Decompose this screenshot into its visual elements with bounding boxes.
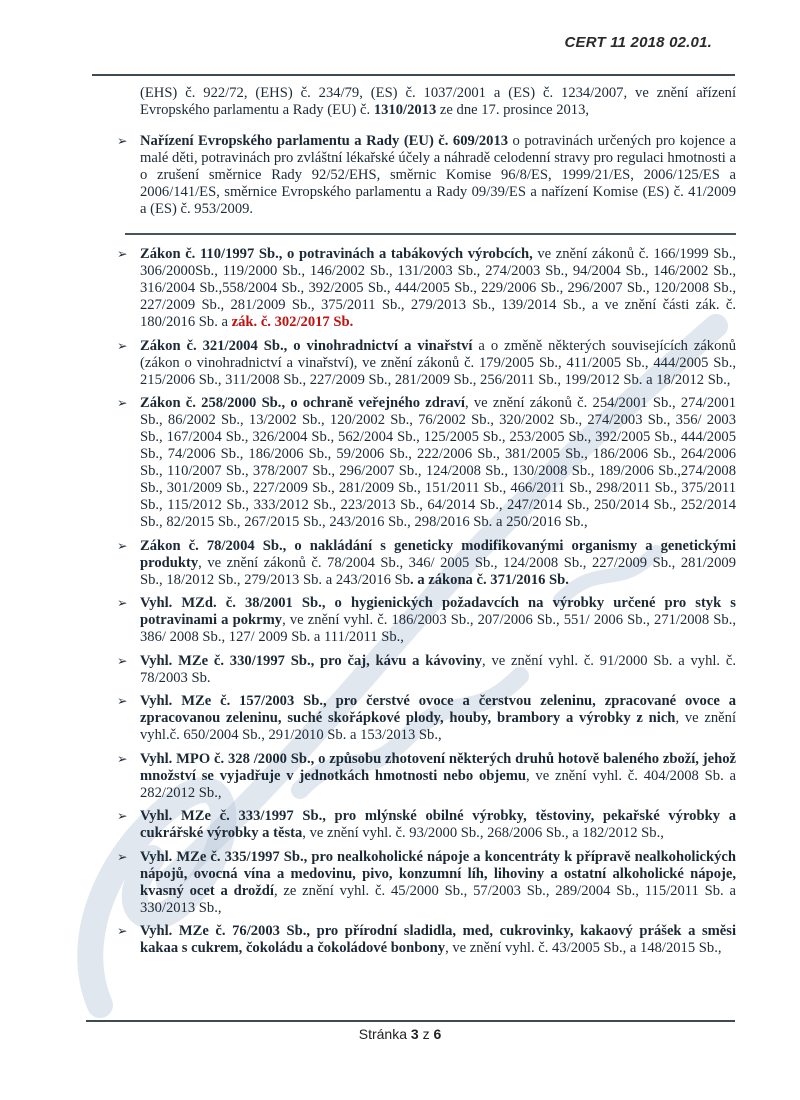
list-item: [116, 653, 736, 687]
paragraph-text: Zákon č. 258/2000 Sb., o ochraně veřejného zdraví, ve znění zákonů č. 254/2001 Sb., 274/2001 Sb., 86/2002 Sb., 13/2002 Sb., 120/2002 Sb., 76/2002 Sb., 320/2002 Sb., 274/2003 Sb., 356/ 2003 Sb., 167/2004 Sb., 326/2004 Sb., 562/2004 Sb., 125/2005 Sb., 253/2005 Sb., 392/2005 Sb., 444/2005 Sb., 74/2006 Sb., 186/2006 Sb., 59/2006 Sb., 222/2006 Sb., 381/2005 Sb., 186/2006 Sb., 264/2006 Sb., 110/2007 Sb., 378/2007 Sb., 296/2007 Sb., 124/2008 Sb., 130/2008 Sb., 189/2006 Sb.,274/2008 Sb., 301/2009 Sb., 227/2009 Sb., 281/2009 Sb., 151/2011 Sb., 466/2011 Sb., 298/2011 Sb., 375/2011 Sb., 115/2012 Sb., 333/2012 Sb., 223/2013 Sb., 64/2014 Sb., 247/2014 Sb., 250/2014 Sb., 252/2014 Sb., 82/2015 Sb., 267/2015 Sb., 243/2016 Sb., 298/2016 Sb. a 250/2016 Sb.,: [140, 395, 737, 530]
arrow-bullet-icon: ➢: [117, 653, 128, 668]
list-item: [116, 849, 736, 917]
header-divider: [92, 74, 735, 76]
paragraph-text: Zákon č. 78/2004 Sb., o nakládání s geneticky modifikovanými organismy a genetickými produkty, ve znění zákonů č. 78/2004 Sb., 346/ 2005 Sb., 124/2008 Sb., 227/2009 Sb., 281/2009 Sb., 18/2012 Sb., 279/2013 Sb. a 243/2016 Sb. a zákona č. 371/2016 Sb.: [140, 537, 736, 588]
list-item: [116, 808, 736, 842]
list-item: [116, 595, 736, 646]
page-total: 6: [433, 1026, 442, 1042]
list-item: [116, 395, 736, 531]
list-item: [116, 693, 736, 744]
footer-divider: [86, 1020, 735, 1022]
paragraph-text: Vyhl. MZe č. 330/1997 Sb., pro čaj, kávu a kávoviny, ve znění vyhl. č. 91/2000 Sb. a vyhl. č. 78/2003 Sb.: [140, 652, 736, 686]
document-code: CERT 11 2018 02.01.: [564, 34, 712, 51]
arrow-bullet-icon: ➢: [117, 849, 128, 864]
arrow-bullet-icon: ➢: [117, 924, 128, 938]
page-footer: [0, 1026, 800, 1042]
arrow-bullet-icon: ➢: [117, 538, 128, 553]
paragraph-text: (EHS) č. 922/72, (EHS) č. 234/79, (ES) č. 1037/2001 a (ES) č. 1234/2007, ve znění ařízení Evropského parlamentu a Rady (EU) č. 1310/2013 ze dne 17. prosince 2013,: [140, 85, 736, 118]
arrow-bullet-icon: ➢: [117, 751, 128, 766]
list-item: [116, 923, 736, 957]
paragraph-text: Zákon č. 321/2004 Sb., o vinohradnictví a vinařství a o změně některých souvisejících zákonů (zákon o vinohradnictví a vinařství), ve znění zákonů č. 179/2005 Sb., 411/2005 Sb., 444/2005 Sb., 215/2006 Sb., 311/2008 Sb., 227/2009 Sb., 281/2009 Sb., 256/2011 Sb., 199/2012 Sb. a 18/2012 Sb.,: [140, 337, 736, 388]
page-number: 3: [410, 1026, 419, 1042]
section-divider: [125, 233, 736, 235]
arrow-bullet-icon: ➢: [117, 247, 128, 261]
paragraph-text: Zákon č. 110/1997 Sb., o potravinách a tabákových výrobcích, ve znění zákonů č. 166/1999 Sb., 306/2000Sb., 119/2000 Sb., 146/2002 Sb., 131/2003 Sb., 274/2003 Sb., 94/2004 Sb., 146/2002 Sb., 316/2004 Sb.,558/2004 Sb., 392/2005 Sb., 444/2005 Sb., 229/2006 Sb., 296/2007 Sb., 120/2008 Sb., 227/2009 Sb., 281/2009 Sb., 375/2011 Sb., 279/2013 Sb., 139/2014 Sb., a ve znění části zák. č. 180/2016 Sb. a zák. č. 302/2017 Sb.: [140, 246, 736, 330]
list-item: [116, 246, 736, 331]
continuation-paragraph: [140, 85, 736, 119]
arrow-bullet-icon: ➢: [117, 396, 128, 410]
arrow-bullet-icon: ➢: [117, 694, 128, 708]
arrow-bullet-icon: ➢: [117, 134, 128, 148]
list-item: [116, 538, 736, 589]
footer-of: z: [422, 1026, 430, 1042]
list-item: [116, 133, 736, 218]
document-body: [116, 85, 736, 964]
paragraph-text: Vyhl. MZe č. 76/2003 Sb., pro přírodní sladidla, med, cukrovinky, kakaový prášek a směsi kakaa s cukrem, čokoládu a čokoládové bonbony, ve znění vyhl. č. 43/2005 Sb., a 148/2015 Sb.,: [140, 923, 736, 956]
list-item: [116, 338, 736, 389]
paragraph-text: Vyhl. MZe č. 157/2003 Sb., pro čerstvé ovoce a čerstvou zeleninu, zpracované ovoce a zpracovanou zeleninu, suché skořápkové plody, houby, brambory a výrobky z nich, ve znění vyhl.č. 650/2004 Sb., 291/2010 Sb. a 153/2013 Sb.,: [140, 693, 736, 743]
arrow-bullet-icon: ➢: [117, 809, 128, 823]
arrow-bullet-icon: ➢: [117, 596, 128, 610]
footer-label: Stránka: [358, 1026, 407, 1042]
paragraph-text: Vyhl. MZd. č. 38/2001 Sb., o hygienických požadavcích na výrobky určené pro styk s potravinami a pokrmy, ve znění vyhl. č. 186/2003 Sb., 207/2006 Sb., 551/ 2006 Sb., 271/2008 Sb., 386/ 2008 Sb., 127/ 2009 Sb. a 111/2011 Sb.,: [140, 595, 737, 645]
paragraph-text: Vyhl. MPO č. 328 /2000 Sb., o způsobu zhotovení některých druhů hotově baleného zboží, jehož množství se vyjadřuje v jednotkách hmotnosti nebo objemu, ve znění vyhl. č. 404/2008 Sb. a 282/2012 Sb.,: [140, 750, 736, 801]
paragraph-text: Nařízení Evropského parlamentu a Rady (EU) č. 609/2013 o potravinách určených pro kojence a malé děti, potravinách pro zvláštní lékařské účely a náhradě celodenní stravy pro regulaci hmotnosti a o zrušení směrnice Rady 92/52/EHS, směrnic Komise 96/8/ES, 1999/21/ES, 2006/125/ES a 2006/141/ES, směrnice Evropského parlamentu a Rady 09/39/ES a nařízení Komise (ES) č. 41/2009 a (ES) č. 953/2009.: [140, 133, 736, 217]
arrow-bullet-icon: ➢: [117, 338, 128, 353]
list-item: [116, 751, 736, 802]
paragraph-text: Vyhl. MZe č. 335/1997 Sb., pro nealkoholické nápoje a koncentráty k přípravě nealkoholických nápojů, ovocná vína a medovinu, pivo, konzumní líh, lihoviny a ostatní alkoholické nápoje, kvasný ocet a droždí, ze znění vyhl. č. 45/2000 Sb., 57/2003 Sb., 289/2004 Sb., 115/2011 Sb. a 330/2013 Sb.,: [140, 848, 736, 916]
paragraph-text: Vyhl. MZe č. 333/1997 Sb., pro mlýnské obilné výrobky, těstoviny, pekařské výrobky a cukrářské výrobky a těsta, ve znění vyhl. č. 93/2000 Sb., 268/2006 Sb., a 182/2012 Sb.,: [140, 808, 736, 841]
